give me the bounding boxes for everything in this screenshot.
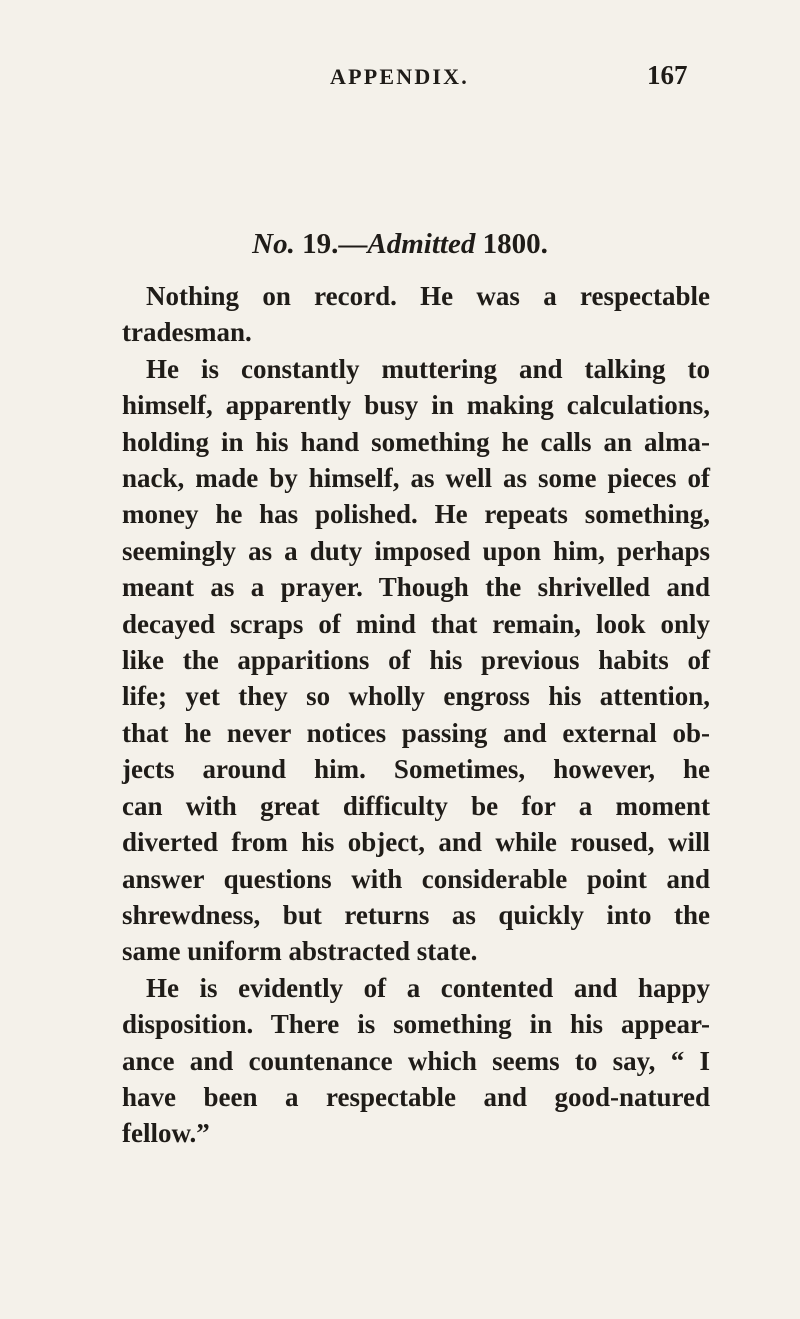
text-line: Nothing on record. He was a respectable bbox=[146, 281, 710, 311]
text-line: jects around him. Sometimes, however, he bbox=[122, 754, 710, 785]
paragraph-3 bbox=[122, 970, 710, 1152]
text-line: like the apparitions of his previous habits of bbox=[122, 645, 710, 676]
text-line: He is evidently of a contented and happy bbox=[146, 972, 710, 1003]
text-line: same uniform abstracted state. bbox=[122, 936, 478, 967]
paragraph-2 bbox=[122, 351, 710, 970]
text-line: meant as a prayer. Though the shrivelled and bbox=[122, 572, 710, 603]
text-line: tradesman. bbox=[122, 317, 252, 348]
text-line: ance and countenance which seems to say, “ I bbox=[122, 1045, 710, 1076]
running-head bbox=[0, 58, 800, 98]
text-line: money he has polished. He repeats something, bbox=[122, 499, 710, 530]
entry-number-label: No. bbox=[252, 228, 295, 260]
admitted-label: Admitted bbox=[367, 228, 476, 260]
entry-dash: — bbox=[338, 228, 368, 260]
text-line: shrewdness, but returns as quickly into the bbox=[122, 899, 710, 930]
text-line: seemingly as a duty imposed upon him, perhaps bbox=[122, 535, 710, 566]
text-line: answer questions with considerable point and bbox=[122, 863, 710, 894]
text-line: can with great difficulty be for a moment bbox=[122, 790, 710, 821]
text-line: decayed scraps of mind that remain, look only bbox=[122, 608, 710, 639]
text-line: disposition. There is something in his appear- bbox=[122, 1009, 710, 1040]
body-text bbox=[122, 278, 710, 1152]
text-line: He is constantly muttering and talking to bbox=[146, 353, 710, 384]
text-line: fellow.” bbox=[122, 1118, 210, 1149]
text-line: diverted from his object, and while roused, will bbox=[122, 827, 710, 858]
running-title: APPENDIX. bbox=[330, 64, 469, 89]
text-line: life; yet they so wholly engross his attention, bbox=[122, 681, 710, 712]
text-line: have been a respectable and good-natured bbox=[122, 1081, 710, 1112]
text-line: nack, made by himself, as well as some pieces of bbox=[122, 463, 710, 494]
admitted-year: 1800. bbox=[482, 228, 548, 260]
entry-heading bbox=[0, 228, 800, 261]
paragraph-1 bbox=[122, 278, 710, 351]
entry-number: 19. bbox=[302, 228, 339, 260]
text-line: himself, apparently busy in making calculations, bbox=[122, 390, 710, 421]
page-number: 167 bbox=[647, 60, 688, 90]
text-line: that he never notices passing and external ob- bbox=[122, 717, 710, 748]
text-line: holding in his hand something he calls an alma- bbox=[122, 426, 710, 457]
